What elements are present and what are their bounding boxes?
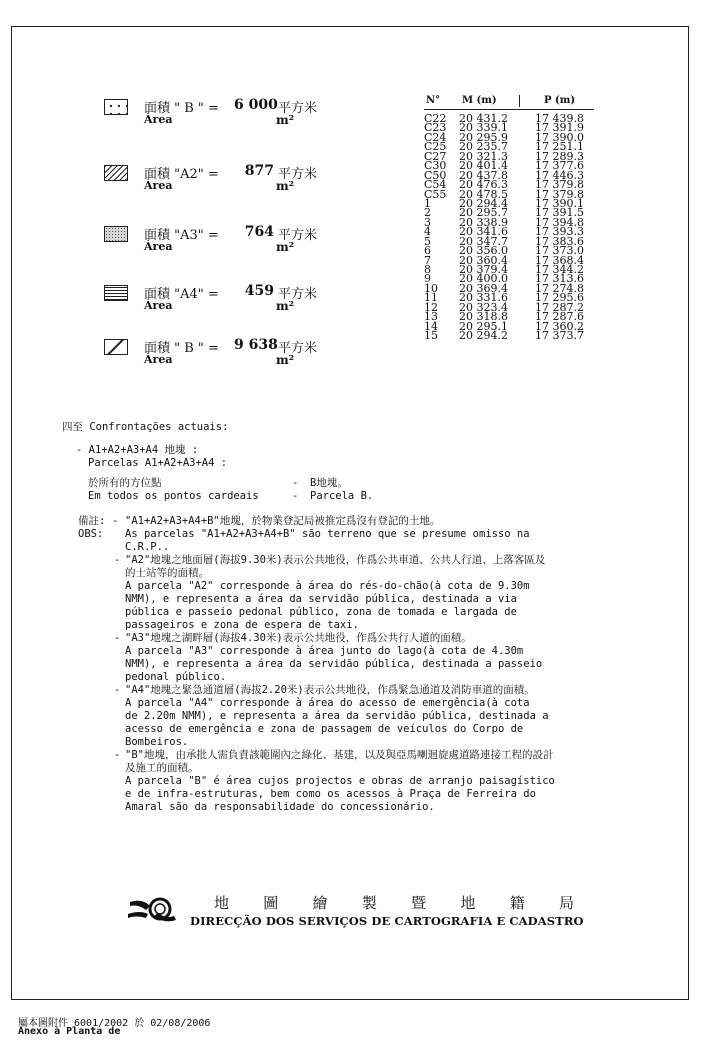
note-line: "B"地塊，由承批人需負責該範圍內之綠化、基建，以及與亞馬喇迴旋處道路連接工程的設計 (125, 749, 554, 761)
point-id: C30 (424, 159, 447, 173)
coord-p: 17 287.2 (535, 300, 584, 314)
notes-label-zh: 備註: (78, 515, 106, 527)
table-row (424, 329, 594, 343)
coord-p: 17 360.2 (535, 319, 584, 333)
note-line: C.R.P.. (125, 541, 170, 553)
point-id: 6 (424, 244, 431, 258)
note-line: A parcela "B" é área cujos projectos e obras de arranjo paisagístico (125, 775, 555, 787)
area-unit-zh: 平方米 (278, 228, 318, 243)
coord-m: 20 401.4 (459, 159, 508, 173)
area-unit-m2: m² (276, 179, 294, 193)
coord-m: 20 318.8 (459, 310, 508, 324)
note-line: "A3"地塊之湖畔層(海拔4.30米)表示公共地役，作爲公共行人道的面積。 (125, 632, 472, 644)
coord-m: 20 295.1 (459, 319, 508, 333)
coord-m: 20 437.8 (459, 168, 508, 182)
coord-m: 20 356.0 (459, 244, 508, 258)
note-line: 的士站等的面積。 (125, 567, 209, 579)
point-id: 11 (424, 291, 438, 305)
point-id: 3 (424, 215, 431, 229)
area-label-pt: Área (144, 299, 173, 312)
area-unit-zh: 平方米 (278, 101, 318, 116)
department-name-zh (214, 892, 574, 913)
coord-p: 17 313.6 (535, 272, 584, 286)
coord-p: 17 295.6 (535, 291, 584, 305)
point-id: C24 (424, 130, 447, 144)
note-line: pedonal público. (125, 671, 227, 683)
hatch-swatch (104, 165, 128, 181)
coord-m: 20 379.4 (459, 263, 508, 276)
area-value: 877 (244, 163, 274, 179)
annex-reference-zh: 屬本圖附件 6001/2002 於 02/08/2006 (18, 1018, 211, 1029)
area-unit-zh: 平方米 (278, 167, 318, 182)
point-id: 2 (424, 206, 431, 220)
note-line: NMM), e representa a área da servidão pública, destinada a passeio (125, 658, 543, 670)
dscc-logo-icon (128, 894, 178, 924)
area-unit-m2: m² (276, 240, 294, 254)
area-value: 6 000 (234, 97, 278, 113)
coord-m: 20 338.9 (459, 215, 508, 229)
coord-m: 20 431.2 (459, 112, 508, 125)
department-char: 暨 (411, 894, 427, 912)
point-id: C27 (424, 149, 447, 163)
area-value: 459 (244, 283, 274, 299)
header-separator (519, 95, 520, 107)
coord-p: 17 379.8 (535, 187, 584, 201)
point-id: 8 (424, 263, 431, 276)
area-entry (104, 97, 334, 137)
coord-m: 20 235.7 (459, 140, 508, 154)
coord-m: 20 339.1 (459, 121, 508, 135)
note-line: pública e passeio pedonal público, zona de tomada e largada de (125, 606, 517, 618)
point-id: 15 (424, 329, 438, 343)
point-id: 9 (424, 272, 431, 286)
stipple-swatch (104, 226, 128, 242)
point-id: C50 (424, 168, 447, 182)
note-dash: - (114, 632, 121, 644)
note-line: A parcela "A4" corresponde à área do acesso de emergência(à cota (125, 697, 530, 709)
coord-p: 17 383.6 (535, 234, 584, 248)
coord-p: 17 446.3 (535, 168, 584, 182)
note-line: Bombeiros. (125, 736, 189, 748)
note-line: passageiros e zona de espera de taxi. (125, 619, 359, 631)
diagonal-swatch (104, 339, 128, 355)
department-name-pt: DIRECÇÃO DOS SERVIÇOS DE CARTOGRAFIA E CADASTRO (190, 914, 584, 928)
coord-m: 20 347.7 (459, 234, 508, 248)
coord-p: 17 368.4 (535, 253, 584, 267)
area-label-zh: 面積 " B " = (144, 101, 219, 116)
coord-p: 17 390.1 (535, 196, 584, 210)
area-label-pt: Área (144, 179, 173, 192)
coord-p: 17 344.2 (535, 263, 584, 276)
note-dash: - (114, 554, 121, 566)
area-label-zh: 面積 "A2" = (144, 167, 219, 182)
coord-m: 20 341.6 (459, 225, 508, 239)
department-char: 繪 (312, 894, 328, 912)
point-id: C54 (424, 178, 447, 192)
coord-m: 20 321.3 (459, 149, 508, 163)
coord-m: 20 331.6 (459, 291, 508, 305)
parcel-pt: Parcelas A1+A2+A3+A4 : (88, 457, 228, 469)
coord-m: 20 400.0 (459, 272, 508, 286)
coord-m: 20 294.2 (459, 329, 508, 343)
coord-p: 17 289.3 (535, 149, 584, 163)
area-value: 9 638 (234, 337, 278, 353)
header-p: P (m) (544, 95, 576, 106)
note-line: NMM), e representa a área da servidão pública, destinada a via (125, 593, 517, 605)
coord-m: 20 294.4 (459, 196, 508, 210)
coord-p: 17 373.7 (535, 329, 584, 343)
coord-m: 20 360.4 (459, 253, 508, 267)
area-label-pt: Área (144, 113, 173, 126)
point-id: C23 (424, 121, 447, 135)
area-unit-m2: m² (276, 299, 294, 313)
note-dash: - (114, 749, 121, 761)
coord-p: 17 393.3 (535, 225, 584, 239)
coord-p: 17 287.6 (535, 310, 584, 324)
coord-p: 17 379.8 (535, 178, 584, 192)
area-label-zh: 面積 "A4" = (144, 287, 219, 302)
point-id: C25 (424, 140, 447, 154)
dash: - (292, 490, 299, 502)
coord-p: 17 373.0 (535, 244, 584, 258)
notes-label-pt: OBS: (78, 528, 104, 540)
area-entry (104, 163, 334, 203)
coord-p: 17 391.5 (535, 206, 584, 220)
point-id: 5 (424, 234, 431, 248)
coordinate-table-header (424, 95, 594, 110)
coord-m: 20 478.5 (459, 187, 508, 201)
coord-p: 17 274.8 (535, 281, 584, 295)
department-char: 籍 (509, 894, 525, 912)
coord-m: 20 476.3 (459, 178, 508, 192)
note-line: "A1+A2+A3+A4+B"地塊，於物業登記局被推定爲沒有登記的土地。 (125, 515, 441, 527)
neighbor-pt: Parcela B. (310, 490, 374, 502)
area-entry (104, 337, 334, 377)
coord-p: 17 251.1 (535, 140, 584, 154)
point-id: 12 (424, 300, 438, 314)
area-unit-zh: 平方米 (278, 287, 318, 302)
neighbor-zh: B地塊。 (310, 477, 348, 489)
point-id: 1 (424, 196, 431, 210)
header-number: N° (426, 95, 441, 106)
dash: - (292, 477, 299, 489)
note-line: Amaral são da responsabilidade do concessionário. (125, 801, 435, 813)
coord-p: 17 394.8 (535, 215, 584, 229)
department-char: 製 (361, 894, 377, 912)
point-id: C22 (424, 112, 447, 125)
dots-swatch (104, 99, 128, 115)
note-line: "A2"地塊之地面層(海拔9.30米)表示公共地役，作爲公共車道、公共人行道、上落客區及 (125, 554, 546, 566)
point-id: C55 (424, 187, 447, 201)
directions-zh: 於所有的方位點 (88, 477, 162, 489)
note-dash: - (112, 515, 119, 527)
directions-pt: Em todos os pontos cardeais (88, 490, 259, 502)
area-unit-zh: 平方米 (278, 341, 318, 356)
area-value: 764 (244, 224, 274, 240)
area-unit-m2: m² (276, 353, 294, 367)
department-char: 局 (558, 894, 574, 912)
coord-p: 17 391.9 (535, 121, 584, 135)
point-id: 4 (424, 225, 431, 239)
horizontal-lines-swatch (104, 285, 128, 301)
note-line: A parcela "A2" corresponde à área do rés-do-chão(à cota de 9.30m (125, 580, 530, 592)
note-line: A parcela "A3" corresponde à área junto do lago(à cota de 4.30m (125, 645, 524, 657)
point-id: 7 (424, 253, 431, 267)
note-line: As parcelas "A1+A2+A3+A4+B" são terreno que se presume omisso na (125, 528, 530, 540)
department-char: 地 (460, 894, 476, 912)
coord-p: 17 377.6 (535, 159, 584, 173)
coordinate-rows (424, 110, 594, 341)
area-entry (104, 283, 334, 323)
coord-m: 20 295.7 (459, 206, 508, 220)
point-id: 13 (424, 310, 438, 324)
note-line: acesso de emergência e zona de passagem de veículos do Corpo de (125, 723, 524, 735)
parcel-zh: - A1+A2+A3+A4 地塊 : (76, 444, 199, 456)
coord-p: 17 439.8 (535, 112, 584, 125)
area-label-zh: 面積 " B " = (144, 341, 219, 356)
note-dash: - (114, 684, 121, 696)
area-unit-m2: m² (276, 113, 294, 127)
coord-m: 20 323.4 (459, 300, 508, 314)
note-line: "A4"地塊之緊急通道層(海拔2.20米)表示公共地役，作爲緊急通道及消防車道的面積。 (125, 684, 535, 696)
area-label-pt: Área (144, 240, 173, 253)
area-entry (104, 224, 334, 264)
coord-p: 17 390.0 (535, 130, 584, 144)
confrontacoes-heading: 四至 Confrontações actuais: (62, 421, 229, 433)
header-m: M (m) (462, 95, 497, 106)
department-char: 地 (214, 894, 230, 912)
point-id: 10 (424, 281, 438, 295)
area-label-pt: Área (144, 353, 173, 366)
coord-m: 20 295.9 (459, 130, 508, 144)
coord-m: 20 369.4 (459, 281, 508, 295)
note-line: de 2.20m NMM), e representa a área da servidão pública, destinada a (125, 710, 549, 722)
area-label-zh: 面積 "A3" = (144, 228, 219, 243)
coordinate-table (424, 95, 594, 341)
note-line: e de infra-estruturas, bem como os acessos à Praça de Ferreira do (125, 788, 536, 800)
point-id: 14 (424, 319, 438, 333)
department-char: 圖 (263, 894, 279, 912)
annex-reference-pt: Anexo à Planta de (18, 1026, 121, 1037)
note-line: 及施工的面積。 (125, 762, 199, 774)
